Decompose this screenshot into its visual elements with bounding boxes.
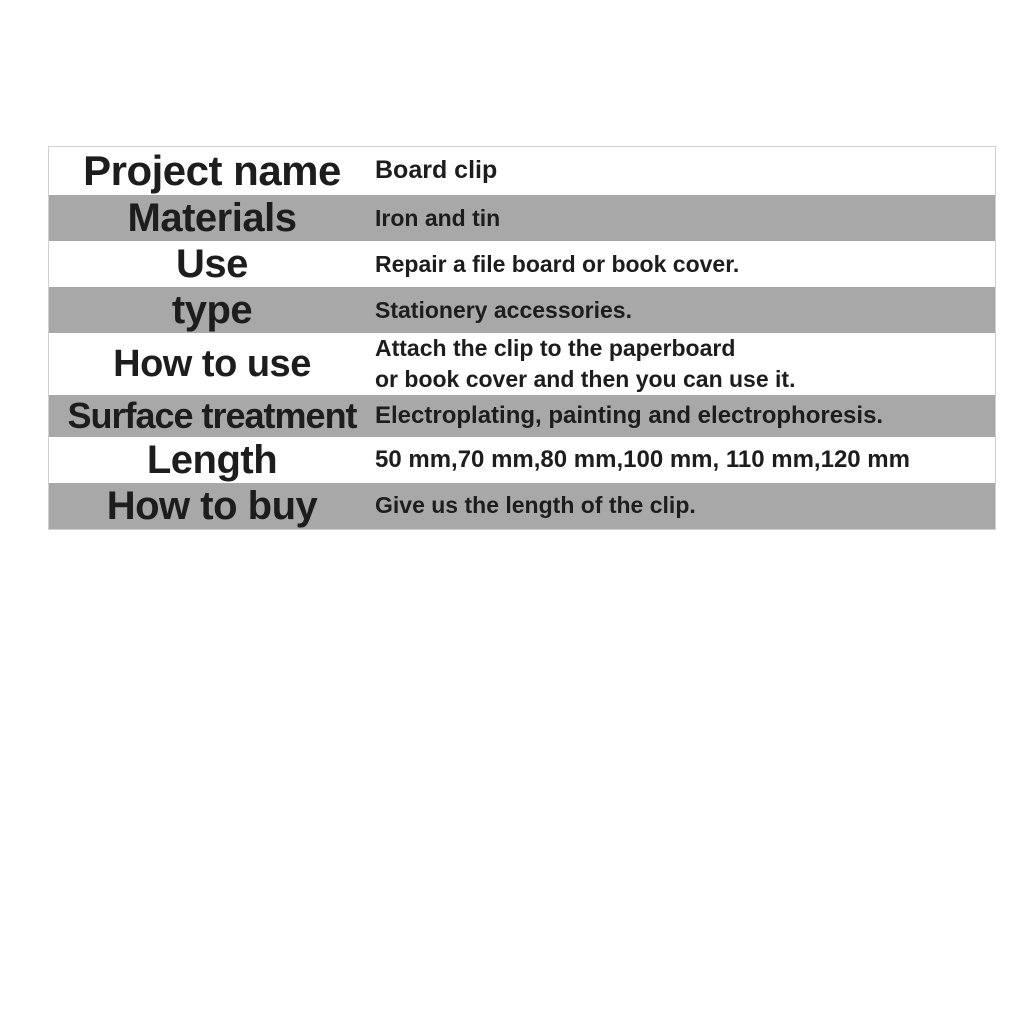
value-line: Electroplating, painting and electrophoresis. xyxy=(375,401,884,429)
value-line: Stationery accessories. xyxy=(375,296,632,323)
value-line: Iron and tin xyxy=(375,204,501,231)
spec-value-project-name xyxy=(375,147,996,196)
spec-value-type xyxy=(375,287,996,333)
spec-value-how-to-buy xyxy=(375,483,996,530)
spec-label-use: Use xyxy=(176,242,248,287)
spec-value-use xyxy=(375,241,996,287)
table-row xyxy=(49,483,996,530)
value-line: Attach the clip to the paperboard xyxy=(375,335,736,362)
spec-label-project-name: Project name xyxy=(83,147,341,194)
table-row xyxy=(49,195,996,241)
spec-label-length: Length xyxy=(146,437,278,482)
specification-table xyxy=(48,146,996,530)
spec-value-materials xyxy=(375,195,996,241)
table-row xyxy=(49,287,996,333)
specification-table-body xyxy=(49,147,996,530)
value-line: 50 mm,70 mm,80 mm,100 mm, 110 mm,120 mm xyxy=(375,445,910,473)
spec-value-length xyxy=(375,437,996,483)
table-row xyxy=(49,241,996,287)
spec-value-how-to-use xyxy=(375,333,996,395)
spec-label-how-to-use: How to use xyxy=(113,342,311,385)
spec-label-how-to-buy: How to buy xyxy=(106,483,318,528)
value-line: Repair a file board or book cover. xyxy=(375,250,740,277)
value-line: Give us the length of the clip. xyxy=(375,492,696,519)
table-row xyxy=(49,395,996,436)
value-line: Board clip xyxy=(375,156,498,185)
spec-value-surface-treatment xyxy=(375,395,996,436)
table-row xyxy=(49,437,996,483)
spec-label-materials: Materials xyxy=(127,196,297,241)
value-line: or book cover and then you can use it. xyxy=(375,366,796,393)
table-row xyxy=(49,147,996,196)
table-row xyxy=(49,333,996,395)
spec-label-surface-treatment: Surface treatment xyxy=(67,395,357,437)
spec-label-type: type xyxy=(171,288,253,333)
